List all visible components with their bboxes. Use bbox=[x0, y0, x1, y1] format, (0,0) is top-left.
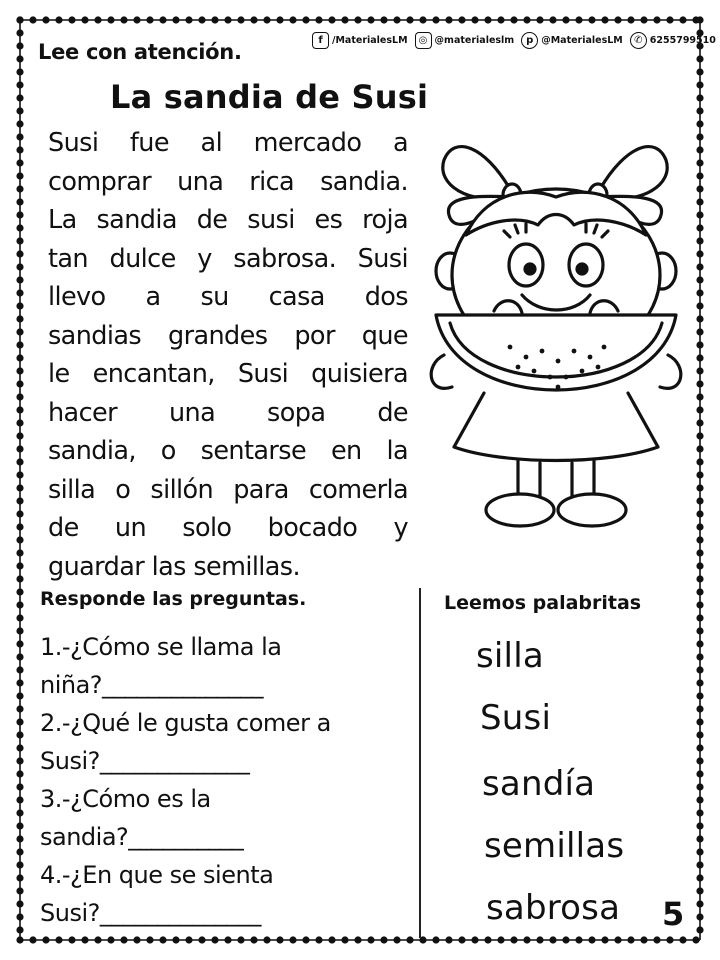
frame-dot bbox=[172, 936, 179, 943]
social-links-bar bbox=[312, 32, 716, 49]
frame-dot bbox=[159, 16, 166, 23]
frame-dot bbox=[16, 432, 23, 439]
frame-dot bbox=[16, 146, 23, 153]
frame-dot bbox=[614, 16, 621, 23]
frame-dot bbox=[16, 159, 23, 166]
frame-dot bbox=[696, 809, 703, 816]
frame-dot bbox=[42, 16, 49, 23]
facebook-icon: f bbox=[312, 32, 329, 49]
frame-dot bbox=[16, 367, 23, 374]
frame-dot bbox=[367, 16, 374, 23]
frame-dot bbox=[484, 936, 491, 943]
frame-dot bbox=[16, 393, 23, 400]
frame-dot bbox=[696, 887, 703, 894]
frame-dot bbox=[653, 16, 660, 23]
frame-dot bbox=[696, 692, 703, 699]
frame-dot bbox=[16, 198, 23, 205]
frame-dot bbox=[497, 16, 504, 23]
frame-dot bbox=[315, 16, 322, 23]
story-line: sandia, o sentarse en la bbox=[48, 436, 408, 466]
frame-dot bbox=[640, 16, 647, 23]
frame-dot bbox=[16, 458, 23, 465]
frame-dot bbox=[16, 900, 23, 907]
frame-dot bbox=[16, 471, 23, 478]
frame-dot bbox=[510, 936, 517, 943]
frame-dot bbox=[16, 835, 23, 842]
frame-dot bbox=[16, 302, 23, 309]
frame-dot bbox=[696, 744, 703, 751]
word-item: Susi bbox=[480, 698, 552, 738]
frame-dot bbox=[696, 588, 703, 595]
frame-dot bbox=[16, 731, 23, 738]
frame-dot bbox=[16, 484, 23, 491]
frame-dot bbox=[120, 16, 127, 23]
frame-dot bbox=[696, 562, 703, 569]
frame-dot bbox=[16, 419, 23, 426]
frame-dot bbox=[696, 926, 703, 933]
frame-dot bbox=[497, 936, 504, 943]
frame-dot bbox=[536, 16, 543, 23]
story-line: La sandia de susi es roja bbox=[48, 205, 408, 235]
story-line: de un solo bocado y bbox=[48, 513, 408, 543]
frame-dot bbox=[16, 757, 23, 764]
social-instagram[interactable] bbox=[415, 32, 515, 49]
frame-dot bbox=[198, 936, 205, 943]
frame-dot bbox=[16, 926, 23, 933]
frame-dot bbox=[696, 731, 703, 738]
words-heading: Leemos palabritas bbox=[444, 592, 642, 614]
frame-dot bbox=[393, 16, 400, 23]
frame-dot bbox=[696, 55, 703, 62]
story-line: Susi fue al mercado a bbox=[48, 128, 408, 158]
frame-dot bbox=[16, 809, 23, 816]
frame-dot bbox=[16, 120, 23, 127]
frame-dot bbox=[588, 936, 595, 943]
frame-dot bbox=[696, 783, 703, 790]
frame-dot bbox=[16, 237, 23, 244]
frame-dot bbox=[263, 16, 270, 23]
frame-dot bbox=[696, 796, 703, 803]
frame-dot bbox=[16, 744, 23, 751]
frame-dot bbox=[16, 315, 23, 322]
frame-dot bbox=[211, 16, 218, 23]
frame-dot bbox=[16, 822, 23, 829]
frame-dot bbox=[16, 81, 23, 88]
frame-dot bbox=[696, 16, 703, 23]
frame-dot bbox=[237, 16, 244, 23]
frame-dot bbox=[16, 510, 23, 517]
frame-dot bbox=[146, 16, 153, 23]
frame-dot bbox=[16, 380, 23, 387]
frame-dot bbox=[445, 16, 452, 23]
answer-blank[interactable]: sandia?__________ bbox=[40, 823, 244, 851]
frame-dot bbox=[696, 913, 703, 920]
frame-dot bbox=[696, 107, 703, 114]
frame-dot bbox=[133, 16, 140, 23]
frame-dot bbox=[341, 936, 348, 943]
frame-dot bbox=[120, 936, 127, 943]
frame-dot bbox=[289, 936, 296, 943]
frame-dot bbox=[16, 68, 23, 75]
frame-dot bbox=[696, 900, 703, 907]
frame-dot bbox=[614, 936, 621, 943]
frame-dot bbox=[601, 16, 608, 23]
frame-dot bbox=[679, 936, 686, 943]
frame-dot bbox=[16, 874, 23, 881]
social-whatsapp-label: 6255799510 bbox=[649, 35, 716, 46]
social-facebook-label: /MaterialesLM bbox=[332, 35, 408, 46]
whatsapp-icon: ✆ bbox=[630, 32, 647, 49]
frame-dot bbox=[16, 718, 23, 725]
frame-dot bbox=[549, 16, 556, 23]
word-item: semillas bbox=[484, 826, 625, 866]
frame-dot bbox=[696, 666, 703, 673]
story-line: comprar una rica sandia. bbox=[48, 166, 408, 197]
frame-dot bbox=[289, 16, 296, 23]
frame-dot bbox=[133, 936, 140, 943]
frame-dot bbox=[224, 936, 231, 943]
frame-dot bbox=[94, 16, 101, 23]
frame-dot bbox=[484, 16, 491, 23]
questions-list bbox=[40, 628, 410, 932]
frame-dot bbox=[419, 16, 426, 23]
frame-dot bbox=[16, 185, 23, 192]
frame-dot bbox=[696, 81, 703, 88]
frame-dot bbox=[16, 289, 23, 296]
frame-dot bbox=[16, 224, 23, 231]
frame-dot bbox=[696, 640, 703, 647]
frame-dot bbox=[696, 848, 703, 855]
frame-dot bbox=[42, 936, 49, 943]
frame-dot bbox=[523, 936, 530, 943]
frame-dot bbox=[696, 601, 703, 608]
frame-dot bbox=[16, 562, 23, 569]
frame-dot bbox=[393, 936, 400, 943]
frame-dot bbox=[341, 16, 348, 23]
page-number: 5 bbox=[662, 895, 685, 933]
frame-dot bbox=[185, 936, 192, 943]
frame-dot bbox=[471, 16, 478, 23]
frame-dot bbox=[16, 406, 23, 413]
story-line: guardar las semillas. bbox=[48, 551, 301, 582]
frame-dot bbox=[16, 848, 23, 855]
frame-dot bbox=[16, 887, 23, 894]
instagram-icon: ◎ bbox=[415, 32, 432, 49]
frame-dot bbox=[562, 936, 569, 943]
column-divider bbox=[419, 588, 421, 938]
frame-dot bbox=[380, 16, 387, 23]
question-line: 4.-¿En que se sienta bbox=[40, 861, 274, 889]
story-line: tan dulce y sabrosa. Susi bbox=[48, 243, 408, 274]
word-item: sabrosa bbox=[486, 888, 621, 928]
frame-dot bbox=[16, 666, 23, 673]
answer-blank[interactable]: Susi?______________ bbox=[40, 899, 261, 927]
questions-heading: Responde las preguntas. bbox=[40, 588, 307, 610]
frame-dot bbox=[29, 936, 36, 943]
frame-dot bbox=[696, 835, 703, 842]
social-facebook[interactable] bbox=[312, 32, 408, 49]
answer-blank[interactable]: Susi?_____________ bbox=[40, 747, 250, 775]
frame-dot bbox=[16, 536, 23, 543]
frame-dot bbox=[328, 936, 335, 943]
frame-dot bbox=[276, 16, 283, 23]
frame-dot bbox=[16, 913, 23, 920]
frame-dot bbox=[237, 936, 244, 943]
frame-dot bbox=[562, 16, 569, 23]
frame-dot bbox=[263, 936, 270, 943]
frame-dot bbox=[16, 328, 23, 335]
frame-dot bbox=[692, 936, 699, 943]
frame-dot bbox=[696, 94, 703, 101]
frame-dot bbox=[16, 653, 23, 660]
frame-dot bbox=[510, 16, 517, 23]
frame-dot bbox=[276, 936, 283, 943]
frame-dot bbox=[107, 16, 114, 23]
frame-dot bbox=[315, 936, 322, 943]
question-line: 3.-¿Cómo es la bbox=[40, 785, 211, 813]
frame-dot bbox=[696, 718, 703, 725]
frame-dot bbox=[16, 601, 23, 608]
frame-dot bbox=[653, 936, 660, 943]
frame-dot bbox=[55, 936, 62, 943]
story-line: llevo a su casa dos bbox=[48, 282, 408, 312]
frame-dot bbox=[16, 692, 23, 699]
frame-dot bbox=[68, 936, 75, 943]
frame-dot bbox=[302, 16, 309, 23]
frame-dot bbox=[16, 263, 23, 270]
frame-dot bbox=[406, 16, 413, 23]
frame-dot bbox=[16, 497, 23, 504]
frame-dot bbox=[16, 250, 23, 257]
story-line: le encantan, Susi quisiera bbox=[48, 359, 408, 389]
frame-dot bbox=[16, 679, 23, 686]
story-line: silla o sillón para comerla bbox=[48, 474, 408, 505]
frame-dot bbox=[328, 16, 335, 23]
frame-dot bbox=[16, 523, 23, 530]
frame-dot bbox=[696, 575, 703, 582]
social-pinterest-label: @MaterialesLM bbox=[541, 35, 623, 46]
frame-dot bbox=[367, 936, 374, 943]
frame-dot bbox=[640, 936, 647, 943]
frame-dot bbox=[696, 627, 703, 634]
story-title: La sandia de Susi bbox=[110, 78, 429, 116]
frame-dot bbox=[696, 874, 703, 881]
frame-dot bbox=[16, 172, 23, 179]
frame-dot bbox=[159, 936, 166, 943]
frame-dot bbox=[68, 16, 75, 23]
frame-dot bbox=[432, 16, 439, 23]
frame-dot bbox=[696, 770, 703, 777]
frame-dot bbox=[16, 936, 23, 943]
frame-dot bbox=[146, 936, 153, 943]
frame-dot bbox=[16, 354, 23, 361]
frame-dot bbox=[696, 679, 703, 686]
frame-dot bbox=[107, 936, 114, 943]
frame-dot bbox=[432, 936, 439, 943]
frame-dot bbox=[16, 627, 23, 634]
frame-dot bbox=[250, 16, 257, 23]
frame-dot bbox=[16, 133, 23, 140]
frame-dot bbox=[198, 16, 205, 23]
frame-dot bbox=[16, 94, 23, 101]
story-text bbox=[48, 124, 408, 586]
frame-dot bbox=[666, 936, 673, 943]
frame-dot bbox=[696, 68, 703, 75]
frame-dot bbox=[16, 549, 23, 556]
frame-dot bbox=[16, 861, 23, 868]
question-line: 2.-¿Qué le gusta comer a bbox=[40, 709, 331, 737]
frame-dot bbox=[16, 42, 23, 49]
word-item: silla bbox=[476, 636, 544, 676]
frame-dot bbox=[601, 936, 608, 943]
frame-dot bbox=[224, 16, 231, 23]
frame-dot bbox=[696, 757, 703, 764]
frame-dot bbox=[302, 936, 309, 943]
frame-dot bbox=[29, 16, 36, 23]
frame-dot bbox=[16, 770, 23, 777]
frame-dot bbox=[523, 16, 530, 23]
frame-dot bbox=[575, 16, 582, 23]
frame-dot bbox=[696, 822, 703, 829]
frame-dot bbox=[549, 936, 556, 943]
frame-dot bbox=[16, 107, 23, 114]
frame-dot bbox=[445, 936, 452, 943]
frame-dot bbox=[16, 16, 23, 23]
frame-dot bbox=[696, 614, 703, 621]
frame-dot bbox=[16, 55, 23, 62]
frame-dot bbox=[16, 445, 23, 452]
frame-dot bbox=[354, 16, 361, 23]
frame-dot bbox=[696, 861, 703, 868]
frame-dot bbox=[406, 936, 413, 943]
frame-dot bbox=[16, 588, 23, 595]
frame-dot bbox=[16, 29, 23, 36]
girl-watermelon-illustration bbox=[414, 125, 698, 545]
frame-dot bbox=[16, 211, 23, 218]
frame-dot bbox=[16, 640, 23, 647]
frame-dot bbox=[81, 16, 88, 23]
frame-dot bbox=[696, 705, 703, 712]
frame-dot bbox=[627, 936, 634, 943]
instruction-text: Lee con atención. bbox=[38, 40, 242, 64]
frame-dot bbox=[16, 575, 23, 582]
frame-dot bbox=[696, 549, 703, 556]
frame-dot bbox=[458, 936, 465, 943]
pinterest-icon: p bbox=[521, 32, 538, 49]
frame-dot bbox=[575, 936, 582, 943]
story-line: hacer una sopa de bbox=[48, 397, 408, 428]
frame-dot bbox=[16, 705, 23, 712]
question-line: 1.-¿Cómo se llama la bbox=[40, 633, 282, 661]
frame-dot bbox=[16, 276, 23, 283]
frame-dot bbox=[458, 16, 465, 23]
social-pinterest[interactable] bbox=[521, 32, 623, 49]
frame-dot bbox=[16, 614, 23, 621]
frame-dot bbox=[250, 936, 257, 943]
social-whatsapp[interactable] bbox=[630, 32, 716, 49]
frame-dot bbox=[588, 16, 595, 23]
frame-dot bbox=[16, 783, 23, 790]
frame-dot bbox=[354, 936, 361, 943]
frame-dot bbox=[536, 936, 543, 943]
frame-dot bbox=[16, 341, 23, 348]
frame-dot bbox=[16, 796, 23, 803]
answer-blank[interactable]: niña?______________ bbox=[40, 671, 264, 699]
frame-dot bbox=[666, 16, 673, 23]
frame-dot bbox=[696, 653, 703, 660]
frame-dot bbox=[172, 16, 179, 23]
frame-dot bbox=[211, 936, 218, 943]
word-item: sandía bbox=[482, 764, 596, 804]
frame-dot bbox=[627, 16, 634, 23]
frame-dot bbox=[380, 936, 387, 943]
frame-dot bbox=[94, 936, 101, 943]
frame-dot bbox=[55, 16, 62, 23]
social-instagram-label: @materialeslm bbox=[434, 35, 515, 46]
story-line: sandias grandes por que bbox=[48, 320, 408, 351]
frame-dot bbox=[471, 936, 478, 943]
frame-dot bbox=[185, 16, 192, 23]
frame-dot bbox=[81, 936, 88, 943]
frame-dot bbox=[679, 16, 686, 23]
